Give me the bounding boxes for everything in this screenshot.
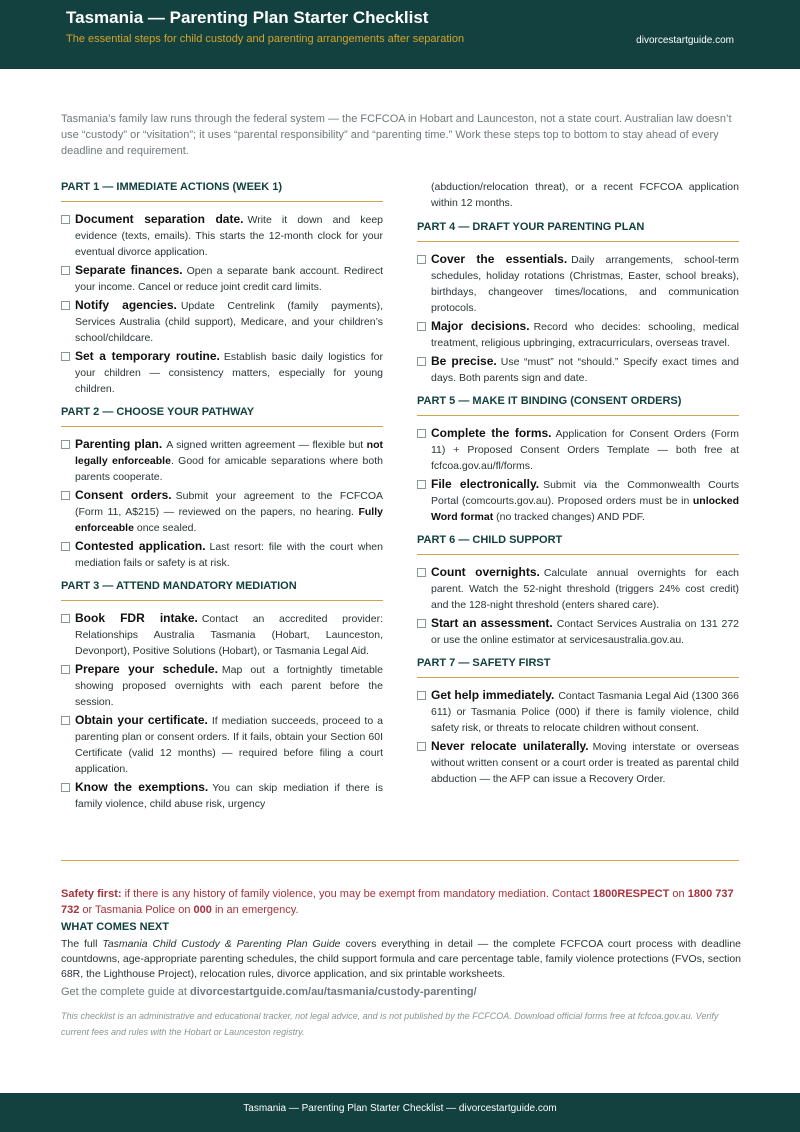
item-text: Map out a fortnightly timetable showing proposed overnights with each parent before the session. bbox=[75, 664, 383, 708]
checklist-item bbox=[417, 615, 739, 648]
footer-banner bbox=[0, 1093, 800, 1132]
part-1 bbox=[61, 179, 383, 397]
checkbox[interactable] bbox=[417, 742, 426, 751]
item-title: Complete the forms. bbox=[431, 426, 552, 440]
checkbox[interactable] bbox=[61, 665, 70, 674]
safety-emergency-number: 000 bbox=[193, 904, 212, 916]
checklist-item bbox=[417, 353, 739, 386]
checklist-item bbox=[417, 564, 739, 613]
item-title: Know the exemptions. bbox=[75, 780, 209, 794]
item-text: Contact Tasmania Legal Aid (1300 366 611) or Tasmania Police (000) if there is family violence, child safety risk, or threats to relocate children without consent. bbox=[431, 690, 739, 734]
checkbox[interactable] bbox=[417, 568, 426, 577]
checkbox[interactable] bbox=[417, 429, 426, 438]
checklist-item bbox=[61, 487, 383, 536]
part-3-continuation: (abduction/relocation threat), or a recent FCFCOA application within 12 months. bbox=[431, 181, 739, 209]
footer-text: Tasmania — Parenting Plan Starter Checklist — divorcestartguide.com bbox=[243, 1103, 557, 1114]
item-text: Calculate annual overnights for each parent. Watch the 52-night threshold (triggers 24% cost credit) and the 128-night threshold (enters shared care). bbox=[431, 567, 739, 611]
whats-next-text: The full bbox=[61, 938, 98, 950]
part-heading: PART 7 — SAFETY FIRST bbox=[417, 655, 739, 678]
guide-link-line bbox=[61, 986, 477, 998]
item-title: Be precise. bbox=[431, 354, 497, 368]
part-4 bbox=[417, 219, 739, 386]
guide-link-prefix: Get the complete guide at bbox=[61, 986, 187, 998]
item-text: Submit your agreement to the FCFCOA (Form 11, A$215) — reviewed on the papers, no hearing. bbox=[75, 490, 384, 518]
page-subtitle: The essential steps for child custody and parenting arrangements after separation bbox=[66, 33, 465, 45]
checkbox[interactable] bbox=[417, 255, 426, 264]
safety-text: on bbox=[672, 888, 685, 900]
left-column bbox=[61, 179, 383, 819]
item-text: Use “must” not “should.” Specify exact times and days. Both parents sign and date. bbox=[431, 356, 739, 384]
part-heading: PART 2 — CHOOSE YOUR PATHWAY bbox=[61, 404, 383, 427]
item-text: A signed written agreement — flexible but bbox=[166, 439, 364, 451]
item-emphasis: not legally enforceable bbox=[75, 439, 383, 467]
checkbox[interactable] bbox=[417, 357, 426, 366]
header-banner bbox=[0, 0, 800, 69]
item-title: Start an assessment. bbox=[431, 616, 553, 630]
item-text: Record who decides: schooling, medical treatment, religious upbringing, extracurriculars, overseas travel. bbox=[431, 321, 739, 349]
site-link[interactable]: divorcestartguide.com bbox=[636, 35, 734, 46]
item-title: Contested application. bbox=[75, 539, 206, 553]
safety-text: if there is any history of family violence, you may be exempt from mandatory mediation. Contact bbox=[124, 888, 590, 900]
part-heading: PART 3 — ATTEND MANDATORY MEDIATION bbox=[61, 578, 383, 601]
item-title: Set a temporary routine. bbox=[75, 349, 220, 363]
whats-next-text: covers everything in detail — the complete FCFCOA court process with deadline countdowns, age-appropriate parenting schedules, the child support formula and care percentage table, family violence protections (FVOs, section 68R, the Lighthouse Project), relocation rules, divorce application, and six printable worksheets. bbox=[61, 938, 742, 980]
checkbox[interactable] bbox=[417, 619, 426, 628]
item-title: Get help immediately. bbox=[431, 688, 555, 702]
safety-notice bbox=[61, 886, 741, 918]
item-title: Never relocate unilaterally. bbox=[431, 739, 589, 753]
checklist-item bbox=[61, 436, 383, 485]
checklist-item bbox=[61, 610, 383, 659]
checklist-item bbox=[61, 348, 383, 397]
checkbox[interactable] bbox=[61, 266, 70, 275]
item-title: Separate finances. bbox=[75, 263, 183, 277]
safety-lead: Safety first: bbox=[61, 888, 122, 900]
checklist-item bbox=[61, 297, 383, 346]
item-text: Last resort: file with the court when mediation fails or safety is at risk. bbox=[75, 541, 383, 569]
safety-text: or Tasmania Police on bbox=[82, 904, 191, 916]
checkbox[interactable] bbox=[61, 716, 70, 725]
checklist-item bbox=[61, 262, 383, 295]
checklist-item bbox=[61, 211, 383, 260]
whats-next-body bbox=[61, 937, 741, 982]
item-text: Daily arrangements, school-term schedules, holiday rotations (Christmas, Easter, school breaks), birthdays, changeover times/locations, and communication protocols. bbox=[431, 254, 739, 314]
item-title: Major decisions. bbox=[431, 319, 530, 333]
part-heading: PART 1 — IMMEDIATE ACTIONS (WEEK 1) bbox=[61, 179, 383, 202]
item-title: Count overnights. bbox=[431, 565, 540, 579]
part-heading: PART 4 — DRAFT YOUR PARENTING PLAN bbox=[417, 219, 739, 242]
guide-link[interactable]: divorcestartguide.com/au/tasmania/custody-parenting/ bbox=[190, 986, 477, 998]
checklist-item bbox=[61, 712, 383, 777]
checkbox[interactable] bbox=[61, 215, 70, 224]
checklist-item bbox=[61, 661, 383, 710]
item-title: Prepare your schedule. bbox=[75, 662, 218, 676]
safety-hotline: 1800RESPECT bbox=[592, 888, 670, 900]
checkbox[interactable] bbox=[61, 491, 70, 500]
right-column bbox=[417, 179, 739, 794]
part-5 bbox=[417, 393, 739, 525]
checkbox[interactable] bbox=[417, 691, 426, 700]
item-text: If mediation succeeds, proceed to a parenting plan or consent orders. If it fails, obtain your Section 60I Certificate (valid 12 months) — required before filing a court application. bbox=[75, 715, 384, 775]
safety-text: in an emergency. bbox=[214, 904, 299, 916]
checklist-item bbox=[417, 251, 739, 316]
item-text: Contact an accredited provider: Relationships Australia Tasmania (Hobart, Launceston, Devonport), Positive Solutions (Hobart), or Tasmania Legal Aid. bbox=[75, 613, 383, 657]
item-title: Book FDR intake. bbox=[75, 611, 198, 625]
item-text: Application for Consent Orders (Form 11) + Proposed Consent Orders Template — both free at fcfcoa.gov.au/fl/forms. bbox=[431, 428, 739, 472]
safety-phone: 1800 737 732 bbox=[61, 888, 734, 916]
section-divider bbox=[61, 860, 739, 861]
item-text: Contact Services Australia on 131 272 or use the online estimator at servicesaustralia.gov.au. bbox=[431, 618, 739, 646]
checklist-item bbox=[61, 779, 383, 812]
part-3 bbox=[61, 578, 383, 812]
disclaimer: This checklist is an administrative and educational tracker, not legal advice, and is not published by the FCFCOA. Download official forms free at fcfcoa.gov.au. Verify current fees and rules with the Hobart or Launceston registry. bbox=[61, 1011, 719, 1037]
checkbox[interactable] bbox=[61, 440, 70, 449]
item-text: You can skip mediation if there is family violence, child abuse risk, urgency bbox=[75, 782, 383, 810]
checkbox[interactable] bbox=[61, 542, 70, 551]
item-title: Notify agencies. bbox=[75, 298, 177, 312]
item-title: Parenting plan. bbox=[75, 437, 163, 451]
item-text: Establish basic daily logistics for your children — consistency matters, especially for young children. bbox=[75, 351, 383, 395]
checkbox[interactable] bbox=[417, 480, 426, 489]
part-2 bbox=[61, 404, 383, 571]
item-text: . Good for amicable separations where both parents cooperate. bbox=[75, 455, 383, 483]
item-title: File electronically. bbox=[431, 477, 540, 491]
part-heading: PART 6 — CHILD SUPPORT bbox=[417, 532, 739, 555]
part-6 bbox=[417, 532, 739, 648]
checkbox[interactable] bbox=[417, 322, 426, 331]
item-text: Moving interstate or overseas without written consent or a court order is treated as parental child abduction — the AFP can issue a Recovery Order. bbox=[431, 741, 739, 785]
checklist-item bbox=[417, 318, 739, 351]
checklist-item bbox=[417, 738, 739, 787]
item-text: Open a separate bank account. Redirect your income. Cancel or reduce joint credit card limits. bbox=[75, 265, 383, 293]
checklist-item bbox=[417, 425, 739, 474]
part-heading: PART 5 — MAKE IT BINDING (CONSENT ORDERS) bbox=[417, 393, 739, 416]
page-title: Tasmania — Parenting Plan Starter Checklist bbox=[66, 8, 429, 27]
item-title: Document separation date. bbox=[75, 212, 244, 226]
intro-paragraph: Tasmania’s family law runs through the federal system — the FCFCOA in Hobart and Launceston, not a state court. Australian law doesn’t use “custody” or “visitation”; it uses “parental responsibility” and “parenting time.” Work these steps top to bottom to stay ahead of every deadline and requirement. bbox=[61, 113, 732, 157]
checklist-item bbox=[61, 538, 383, 571]
checkbox[interactable] bbox=[61, 783, 70, 792]
checkbox[interactable] bbox=[61, 301, 70, 310]
part-7 bbox=[417, 655, 739, 787]
item-title: Cover the essentials. bbox=[431, 252, 568, 266]
item-text: Update Centrelink (family payments), Services Australia (child support), Medicare, and your children’s school/childcare. bbox=[75, 300, 384, 344]
item-text: Write it down and keep evidence (texts, emails). This starts the 12-month clock for your eventual divorce application. bbox=[75, 214, 383, 258]
checkbox[interactable] bbox=[61, 614, 70, 623]
checklist-item bbox=[417, 687, 739, 736]
item-text: once sealed. bbox=[136, 522, 197, 534]
item-text: (no tracked changes) AND PDF. bbox=[496, 511, 645, 523]
whats-next-heading: WHAT COMES NEXT bbox=[61, 921, 169, 933]
item-emphasis: unlocked Word format bbox=[431, 495, 739, 523]
item-title: Consent orders. bbox=[75, 488, 172, 502]
item-emphasis: Fully enforceable bbox=[75, 506, 383, 534]
guide-title: Tasmania Child Custody & Parenting Plan Guide bbox=[102, 938, 341, 950]
item-text: Submit via the Commonwealth Courts Portal (comcourts.gov.au). Proposed orders must be in bbox=[431, 479, 739, 507]
item-title: Obtain your certificate. bbox=[75, 713, 208, 727]
checkbox[interactable] bbox=[61, 352, 70, 361]
checklist-item bbox=[417, 476, 739, 525]
